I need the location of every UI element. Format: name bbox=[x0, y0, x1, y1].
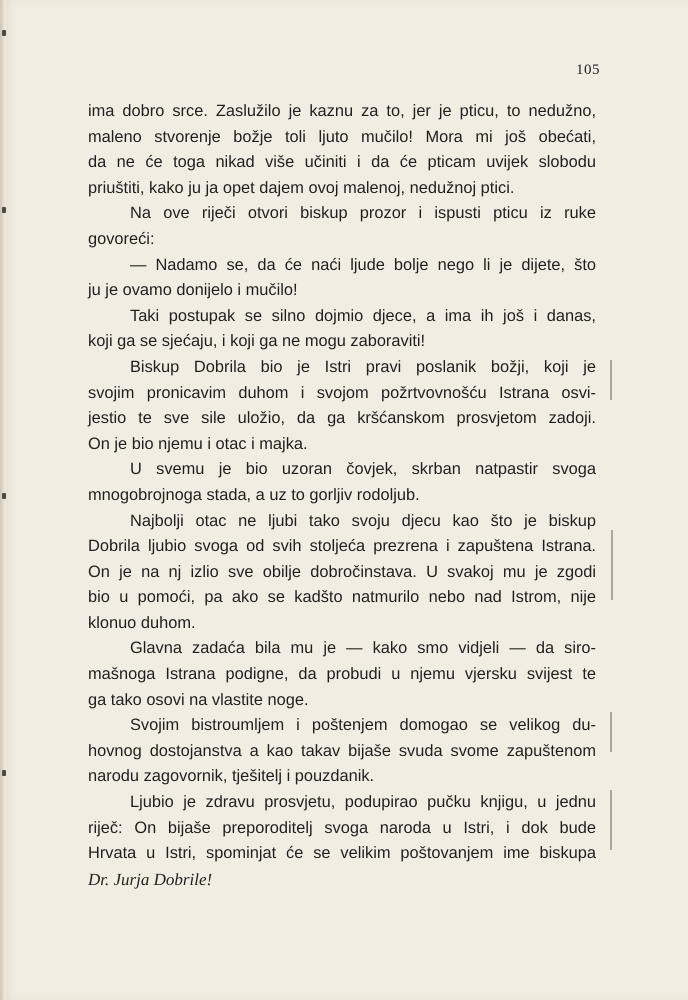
text-line: bio u pomoći, pa ako se kadšto natmurilo nebo nad Istrom, nije bbox=[88, 588, 596, 607]
text-line: ima dobro srce. Zaslužilo je kaznu za to, jer je pticu, to nedužno, bbox=[88, 102, 596, 120]
page-number: 105 bbox=[576, 62, 600, 78]
text-line: Dobrila ljubio svoga od svih stoljeća prezrena i zapuštena Istrana. bbox=[88, 537, 596, 556]
text-line: On je bio njemu i otac i majka. bbox=[88, 434, 308, 453]
closing-name: Dr. Jurja Dobrile! bbox=[88, 869, 213, 889]
pencil-margin-mark bbox=[610, 360, 612, 400]
text-line: priuštiti, kako ju ja opet dajem ovoj malenoj, nedužnoj ptici. bbox=[88, 178, 515, 197]
margin-speck bbox=[2, 493, 6, 499]
text-line: narodu zagovornik, tješitelj i pouzdanik. bbox=[88, 767, 375, 786]
text-line: maleno stvorenje božje toli ljuto mučilo! Mora mi još obećati, bbox=[88, 127, 596, 146]
text-line: ga tako osovi na vlastite noge. bbox=[88, 690, 309, 709]
text-line: da ne će toga nikad više učiniti i da će pticam uvijek slobodu bbox=[88, 153, 596, 172]
text-line: riječ: On bijaše preporoditelj svoga naroda u Istri, i dok bude bbox=[88, 818, 596, 837]
margin-speck bbox=[2, 207, 6, 213]
text-line: mašnoga Istrana podigne, da probudi u njemu vjersku svijest te bbox=[88, 665, 596, 684]
text-line: klonuo duhom. bbox=[88, 613, 196, 632]
text-line: Na ove riječi otvori biskup prozor i ispusti pticu iz ruke bbox=[130, 204, 596, 223]
text-line: Najbolji otac ne ljubi tako svoju djecu kao što je biskup bbox=[130, 511, 596, 530]
pencil-margin-mark bbox=[610, 790, 612, 850]
text-line: govoreći: bbox=[88, 229, 155, 248]
text-line: ju je ovamo donijelo i mučilo! bbox=[88, 281, 298, 300]
text-line: U svemu je bio uzoran čovjek, skrban natpastir svoga bbox=[130, 460, 596, 479]
text-line: Hrvata u Istri, spominjat će se velikim poštovanjem ime biskupa bbox=[88, 844, 596, 863]
text-line: On je na nj izlio sve obilje dobročinstava. U svakoj mu je zgodi bbox=[88, 562, 596, 581]
text-line: Biskup Dobrila bio je Istri pravi poslanik božji, koji je bbox=[130, 357, 596, 376]
text-line: jestio te sve sile uložio, da ga kršćanskom prosvjetom zadoji. bbox=[88, 409, 596, 428]
text-line: hovnog dostojanstva a kao takav bijaše svuda svome zapuštenom bbox=[88, 741, 596, 760]
pencil-margin-mark bbox=[611, 530, 613, 600]
margin-speck bbox=[2, 30, 6, 36]
pencil-margin-mark bbox=[610, 712, 612, 752]
page-binding-edge bbox=[0, 0, 6, 1000]
text-line: Ljubio je zdravu prosvjetu, podupirao pučku knjigu, u jednu bbox=[130, 793, 596, 812]
text-line: — Nadamo se, da će naći ljude bolje nego li je dijete, što bbox=[130, 255, 596, 274]
text-line: koji ga se sjećaju, i koji ga ne mogu zaboraviti! bbox=[88, 332, 426, 351]
text-line: Glavna zadaća bila mu je — kako smo vidjeli — da siro- bbox=[130, 639, 596, 658]
margin-speck bbox=[2, 770, 6, 776]
text-line: Taki postupak se silno dojmio djece, a ima ih još i danas, bbox=[130, 306, 596, 325]
text-line: svojim pronicavim duhom i svojom požrtvovnošću Istrana osvi- bbox=[88, 383, 596, 402]
text-line: mnogobrojnoga stada, a uz to gorljiv rodoljub. bbox=[88, 485, 420, 504]
text-line: Svojim bistroumljem i poštenjem domogao se velikog du- bbox=[130, 716, 596, 735]
body-text bbox=[88, 99, 596, 892]
